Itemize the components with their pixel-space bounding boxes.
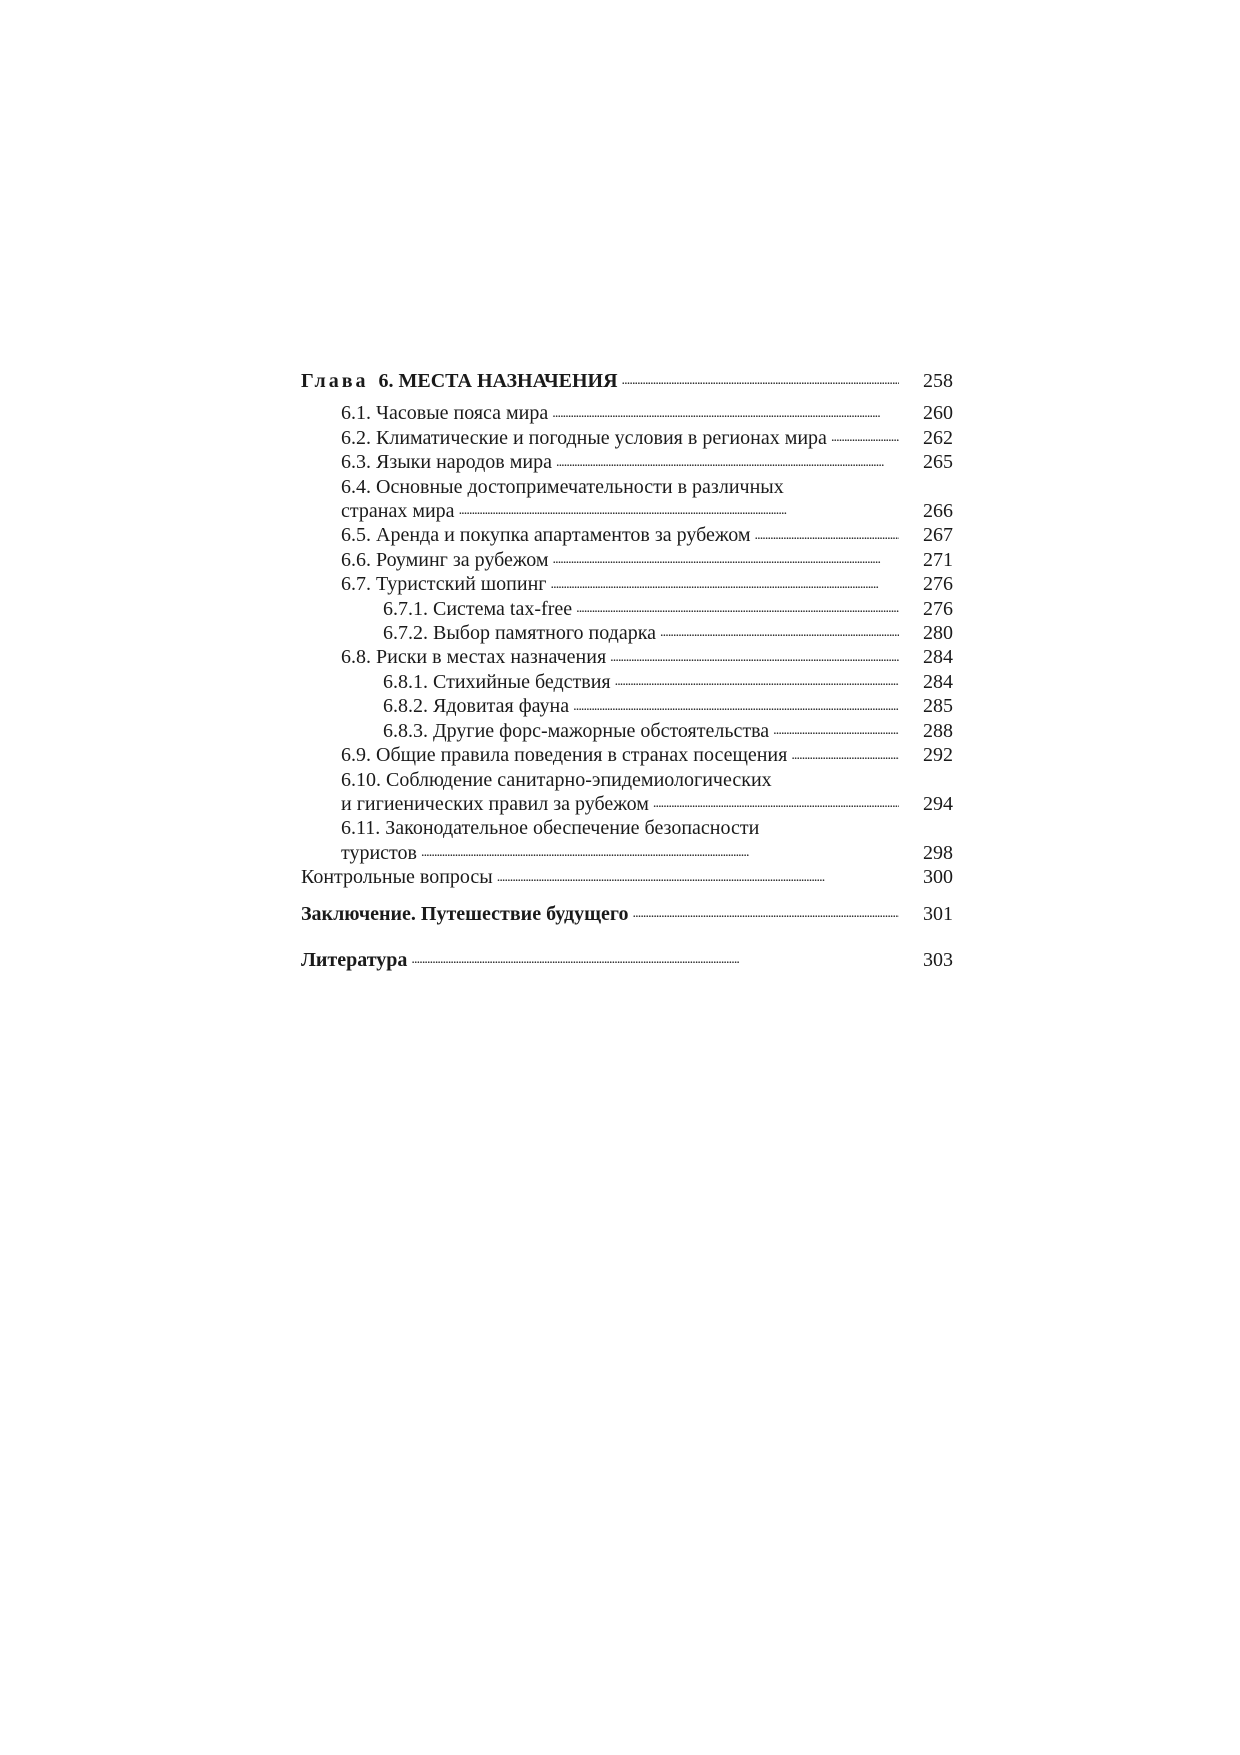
toc-entry-6-5: 6.5. Аренда и покупка апартаментов за рубежом . . . 267 bbox=[301, 523, 953, 547]
table-of-contents bbox=[301, 369, 953, 972]
dot-leader bbox=[615, 670, 899, 694]
toc-entry-6-8-2: 6.8.2. Ядовитая фауна . . . 285 bbox=[301, 694, 953, 718]
page-number: 301 bbox=[923, 902, 953, 925]
page-number: 280 bbox=[923, 622, 953, 645]
dot-leader bbox=[551, 573, 900, 597]
page-number: 300 bbox=[923, 866, 953, 889]
page-number: 265 bbox=[923, 451, 953, 474]
dot-leader bbox=[791, 744, 899, 768]
dot-leader bbox=[622, 369, 899, 393]
page-number: 288 bbox=[923, 719, 953, 742]
toc-entry-6-10-line1: 6.10. Соблюдение санитарно-эпидемиологических bbox=[341, 768, 772, 791]
toc-entry-6-1: 6.1. Часовые пояса мира . . . 260 bbox=[301, 401, 953, 425]
toc-entry-6-8-1: 6.8.1. Стихийные бедствия . . . 284 bbox=[301, 670, 953, 694]
toc-entry-6-9: 6.9. Общие правила поведения в странах посещения . . . 292 bbox=[301, 743, 953, 767]
page-number: 285 bbox=[923, 695, 953, 718]
page-number: 260 bbox=[923, 402, 953, 425]
page-number: 292 bbox=[923, 744, 953, 767]
page-number: 267 bbox=[923, 524, 953, 547]
page-number: 262 bbox=[923, 426, 953, 449]
toc-entry-6-11-line1: 6.11. Законодательное обеспечение безопасности bbox=[341, 817, 760, 840]
toc-entry-6-4-line1: 6.4. Основные достопримечательности в различных bbox=[341, 475, 784, 498]
toc-entry-6-4-line2: странах мира . . . 266 bbox=[301, 499, 953, 523]
dot-leader bbox=[411, 948, 899, 972]
toc-entry-6-2: 6.2. Климатические и погодные условия в регионах мира . . . 262 bbox=[301, 426, 953, 450]
page-number: 294 bbox=[923, 792, 953, 815]
page-number: 284 bbox=[923, 646, 953, 669]
dot-leader bbox=[633, 902, 899, 926]
dot-leader bbox=[576, 597, 899, 621]
dot-leader bbox=[610, 646, 899, 670]
dot-leader bbox=[459, 499, 899, 523]
dot-leader bbox=[653, 792, 899, 816]
page-number: 276 bbox=[923, 573, 953, 596]
toc-entry-6-6: 6.6. Роуминг за рубежом . . . 271 bbox=[301, 548, 953, 572]
page-number: 284 bbox=[923, 670, 953, 693]
toc-entry-review-questions: Контрольные вопросы . . . 300 bbox=[301, 865, 953, 889]
dot-leader bbox=[553, 548, 900, 572]
toc-entry-6-7-2: 6.7.2. Выбор памятного подарка . . . 280 bbox=[301, 621, 953, 645]
dot-leader bbox=[831, 426, 899, 450]
dot-leader bbox=[573, 695, 899, 719]
toc-entry-literature: Литература . . . 303 bbox=[301, 948, 953, 972]
dot-leader bbox=[660, 621, 899, 645]
dot-leader bbox=[556, 451, 899, 475]
page-number: 303 bbox=[923, 948, 953, 971]
toc-entry-6-8: 6.8. Риски в местах назначения . . . 284 bbox=[301, 645, 953, 669]
page-number: 276 bbox=[923, 597, 953, 620]
dot-leader bbox=[552, 402, 899, 426]
toc-entry-6-3: 6.3. Языки народов мира . . . 265 bbox=[301, 450, 953, 474]
page-number: 258 bbox=[923, 370, 953, 392]
chapter-title: 6. МЕСТА НАЗНАЧЕНИЯ bbox=[378, 370, 618, 392]
toc-entry-6-11-line2: туристов . . . 298 bbox=[301, 841, 953, 865]
dot-leader bbox=[421, 841, 899, 865]
chapter-prefix: Глава bbox=[301, 370, 369, 392]
page-number: 271 bbox=[923, 548, 953, 571]
toc-chapter-6 bbox=[301, 369, 953, 393]
toc-entry-6-10-line2: и гигиенических правил за рубежом . . . 294 bbox=[301, 792, 953, 816]
dot-leader bbox=[755, 524, 900, 548]
toc-entry-conclusion: Заключение. Путешествие будущего . . . 301 bbox=[301, 902, 953, 926]
toc-entry-6-7-1: 6.7.1. Система tax-free . . . 276 bbox=[301, 597, 953, 621]
page-number: 266 bbox=[923, 500, 953, 523]
dot-leader bbox=[497, 866, 899, 890]
toc-entry-6-8-3: 6.8.3. Другие форс-мажорные обстоятельства . . . 288 bbox=[301, 719, 953, 743]
dot-leader bbox=[773, 719, 899, 743]
toc-entry-6-7: 6.7. Туристский шопинг . . . 276 bbox=[301, 572, 953, 596]
page-number: 298 bbox=[923, 841, 953, 864]
